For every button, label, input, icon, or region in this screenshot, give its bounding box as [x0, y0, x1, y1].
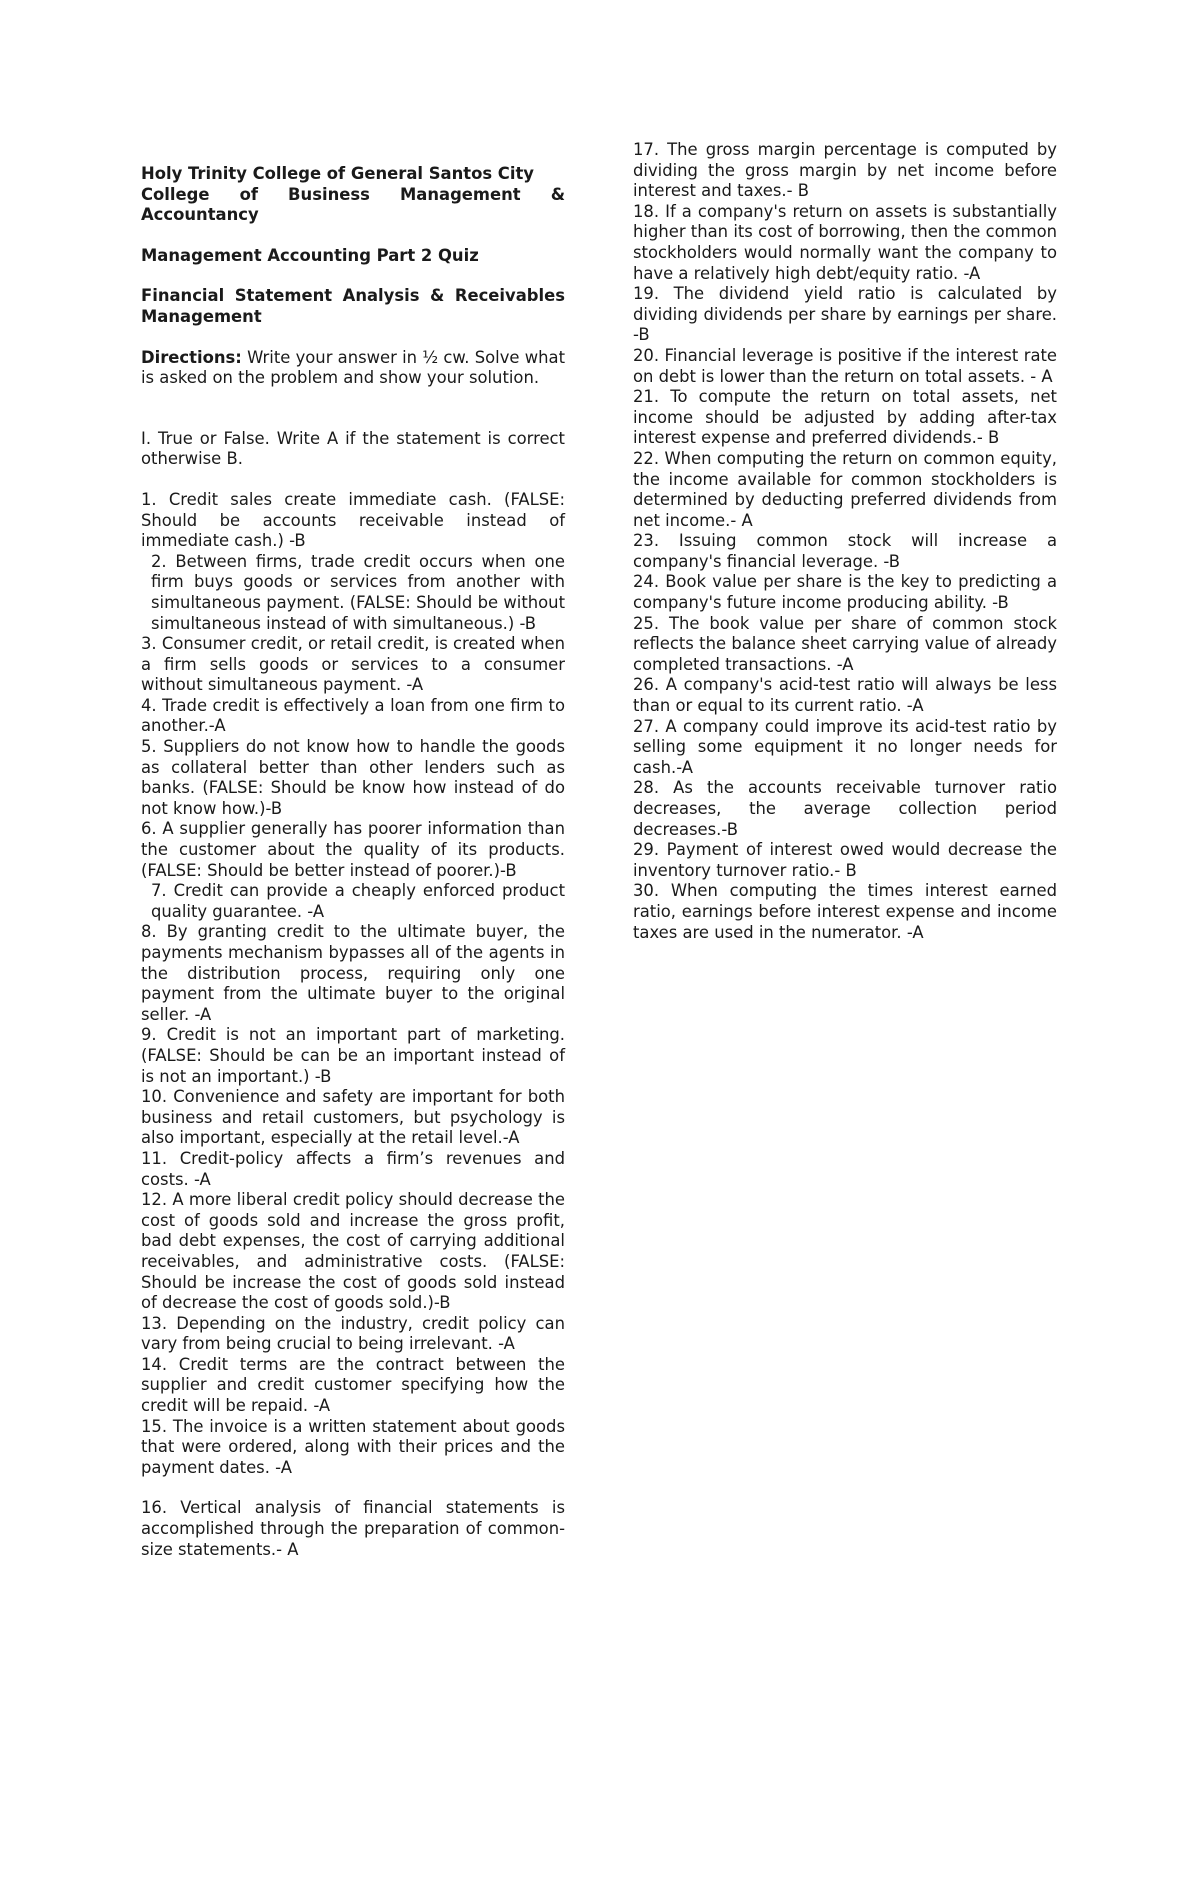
quiz-item-25: 25. The book value per share of common stock reflects the balance sheet carrying value of already completed transactions. -A — [633, 613, 1057, 674]
quiz-item-9: 9. Credit is not an important part of marketing. (FALSE: Should be can be an important instead of is not an important.) -B — [141, 1025, 565, 1086]
quiz-item-22: 22. When computing the return on common equity, the income available for common stockholders is determined by deducting preferred dividends from net income.- A — [633, 448, 1057, 530]
quiz-item-15: 15. The invoice is a written statement about goods that were ordered, along with their prices and the payment dates. -A — [141, 1416, 565, 1477]
quiz-item-20: 20. Financial leverage is positive if the interest rate on debt is lower than the return on total assets. - A — [633, 345, 1057, 386]
directions-label: Directions: — [141, 347, 242, 367]
quiz-item-8: 8. By granting credit to the ultimate buyer, the payments mechanism bypasses all of the agents in the distribution process, requiring only one payment from the ultimate buyer to the original seller. -A — [141, 922, 565, 1024]
quiz-item-29: 29. Payment of interest owed would decrease the inventory turnover ratio.- B — [633, 840, 1057, 880]
quiz-item-28: 28. As the accounts receivable turnover ratio decreases, the average collection period decreases.-B — [633, 778, 1057, 839]
left-column — [141, 164, 565, 1560]
quiz-item-17: 17. The gross margin percentage is computed by dividing the gross margin by net income before interest and taxes.- B — [633, 140, 1057, 201]
quiz-item-23: 23. Issuing common stock will increase a company's financial leverage. -B — [633, 531, 1057, 571]
quiz-item-4: 4. Trade credit is effectively a loan from one firm to another.-A — [141, 695, 565, 736]
quiz-item-5: 5. Suppliers do not know how to handle the goods as collateral better than other lenders such as banks. (FALSE: Should be know how instead of do not know how.)-B — [141, 737, 565, 818]
quiz-item-26: 26. A company's acid-test ratio will always be less than or equal to its current ratio. -A — [633, 675, 1057, 716]
quiz-item-10: 10. Convenience and safety are important for both business and retail customers, but psychology is also important, especially at the retail level.-A — [141, 1087, 565, 1148]
quiz-item-2: 2. Between firms, trade credit occurs when one firm buys goods or services from another with simultaneous payment. (FALSE: Should be without simultaneous instead of with simultaneous.) -B — [151, 551, 565, 633]
school-name: Holy Trinity College of General Santos City — [141, 164, 534, 183]
quiz-item-3: 3. Consumer credit, or retail credit, is created when a firm sells goods or services to a consumer without simultaneous payment. -A — [141, 634, 565, 695]
quiz-item-30: 30. When computing the times interest earned ratio, earnings before interest expense and income taxes are used in the numerator. -A — [633, 881, 1057, 942]
quiz-item-1: 1. Credit sales create immediate cash. (FALSE: Should be accounts receivable instead of immediate cash.) -B — [141, 489, 565, 551]
college-name: College of Business Management & Accountancy — [141, 184, 565, 225]
quiz-item-13: 13. Depending on the industry, credit policy can vary from being crucial to being irrelevant. -A — [141, 1313, 565, 1354]
quiz-title: Management Accounting Part 2 Quiz — [141, 245, 479, 265]
quiz-item-7: 7. Credit can provide a cheaply enforced product quality guarantee. -A — [151, 881, 565, 921]
quiz-item-18: 18. If a company's return on assets is substantially higher than its cost of borrowing, then the common stockholders would normally want the company to have a relatively high debt/equity ratio. -A — [633, 201, 1057, 283]
quiz-subtitle: Financial Statement Analysis & Receivables Management — [141, 286, 565, 326]
quiz-item-6: 6. A supplier generally has poorer information than the customer about the quality of its products. (FALSE: Should be better instead of poorer.)-B — [141, 819, 565, 880]
quiz-item-27: 27. A company could improve its acid-test ratio by selling some equipment it no longer needs for cash.-A — [633, 716, 1057, 777]
quiz-item-19: 19. The dividend yield ratio is calculated by dividing dividends per share by earnings per share. -B — [633, 284, 1057, 345]
quiz-item-12: 12. A more liberal credit policy should decrease the cost of goods sold and increase the gross profit, bad debt expenses, the cost of carrying additional receivables, and administrative costs. (FALSE: Should be increase the cost of goods sold instead of decrease the cost of goods sold.)-B — [141, 1190, 565, 1313]
directions — [141, 348, 565, 389]
quiz-item-24: 24. Book value per share is the key to predicting a company's future income producing ability. -B — [633, 572, 1057, 613]
section-instruction: I. True or False. Write A if the statement is correct otherwise B. — [141, 428, 565, 469]
quiz-item-21: 21. To compute the return on total assets, net income should be adjusted by adding after-tax interest expense and preferred dividends.- B — [633, 387, 1057, 448]
quiz-item-14: 14. Credit terms are the contract between the supplier and credit customer specifying how the credit will be repaid. -A — [141, 1354, 565, 1416]
directions-text: Write your answer in ½ cw. Solve what is asked on the problem and show your solution. — [141, 347, 565, 388]
right-column — [633, 140, 1057, 943]
quiz-item-16: 16. Vertical analysis of financial statements is accomplished through the preparation of common-size statements.- A — [141, 1498, 565, 1559]
quiz-item-11: 11. Credit-policy affects a firm’s revenues and costs. -A — [141, 1148, 565, 1189]
